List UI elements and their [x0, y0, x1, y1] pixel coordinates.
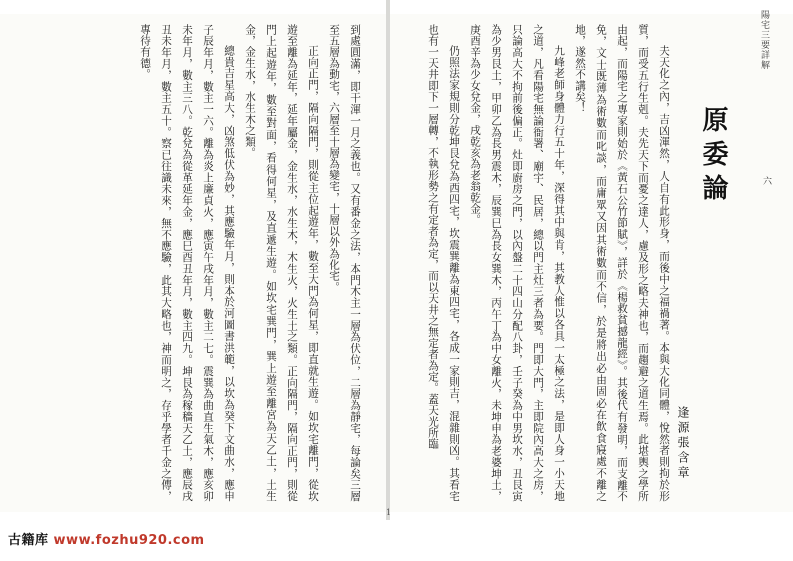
watermark-url: www.fozhu920.com [53, 533, 205, 548]
right-paragraph-1: 夫天化之內，吉凶渾然，人自有此形身，而後中之福禍著。本與大化同體，悅然者則拘於形質，而受五行生剋。夫先天下而憂之達人，慮及形之略夫神也，而趨避之道生焉。此堪輿之學所由起，而陽宅之專家則始於《黃石公竹節賦》，詳於《楊救貧撼龍經》。其後代有發明，而支離不免，文士既薄為術數而叱談，而庸眾又因其術數而不信，於是將出必由固必在飲食寢處不離之地，遂然不講矣！ [574, 24, 670, 502]
site-watermark [8, 529, 205, 548]
left-paragraph-3: 總貴吉星高大，凶煞低伏為妙，其應驗年月，則本於河圖書洪範，以坎為癸下文曲水，應申子辰年月，數主一六。離為炎上廉貞火，應寅午戌年月，數主二七。震巽為曲直生氣木，應亥卯未年月，數主三八。乾兌為從革延年金，應巳酉丑年月，數主四九。坤艮為稼穡天乙土，應辰戌丑未年月，數主五十。察已往識未來，無不應驗，此其大略也，神而明之，存乎學者千金之傳，專待有德。 [139, 24, 235, 502]
bottom-gutter-mark: 1 [386, 508, 392, 517]
left-paragraph-2: 正向正門，隔向隔門，則從主位起遊年，數至大門為何星，即直就生遊。如坎宅離門，從坎遊至離為延年，延年屬金，金生水，水生木，木生火，火生土之類。正向隔門，隔向正門，則從門上起遊年，數至對面，看得何星，及直遞生遊。如坎宅巽門，巽上遊至離宮為天乙土，土生金，金生水，水生木之類。 [244, 24, 319, 502]
left-page [0, 14, 386, 512]
running-header-title: 陽宅三要詳解 [759, 10, 769, 70]
right-paragraph-3: 仍照法家規則分乾坤艮兌為西四宅，坎震巽離為東四宅，各成一家則吉，混雜則凶。其看宅也有一天井即下一層轉，不執形勢之有定者為定，而以天井之無定者為定。蓋天光所臨 [427, 24, 460, 502]
right-paragraph-2: 九峰老師身體力行五十年，深得其中與肯，其教人惟以各具一太極之法，是即人身一小天地之道，凡看陽宅無論衙署、廟宇、民居，總以門主灶三者為要。門即大門，主即院內高大之房，只論高大不拘前後偏正。灶即廚房之門，以內盤二十四山分配八卦，壬子癸為中男坎水，丑艮寅為少男艮土，甲卯乙為長男震木，辰巽巳為長女巽木，丙午丁為中女離火，未坤申為老婆坤土，庚酉辛為少女兌金，戌乾亥為老翁乾金。 [469, 24, 565, 502]
chapter-title: 原委論 [698, 106, 728, 208]
watermark-brand: 古籍库 [8, 533, 49, 548]
right-page [390, 14, 793, 512]
page-number: 六 [761, 176, 771, 186]
right-page-text [414, 24, 674, 502]
left-paragraph-1: 到處圓滿，即干渾一月之義也。又有番金之法，本門木主一層為伏位，二層為靜宅，每論矣三層至五層為動宅，六層至十層為變宅，十層以外為化宅。 [328, 24, 361, 502]
left-page-text [30, 24, 365, 502]
chapter-author: 逢源張含章 [676, 406, 690, 481]
